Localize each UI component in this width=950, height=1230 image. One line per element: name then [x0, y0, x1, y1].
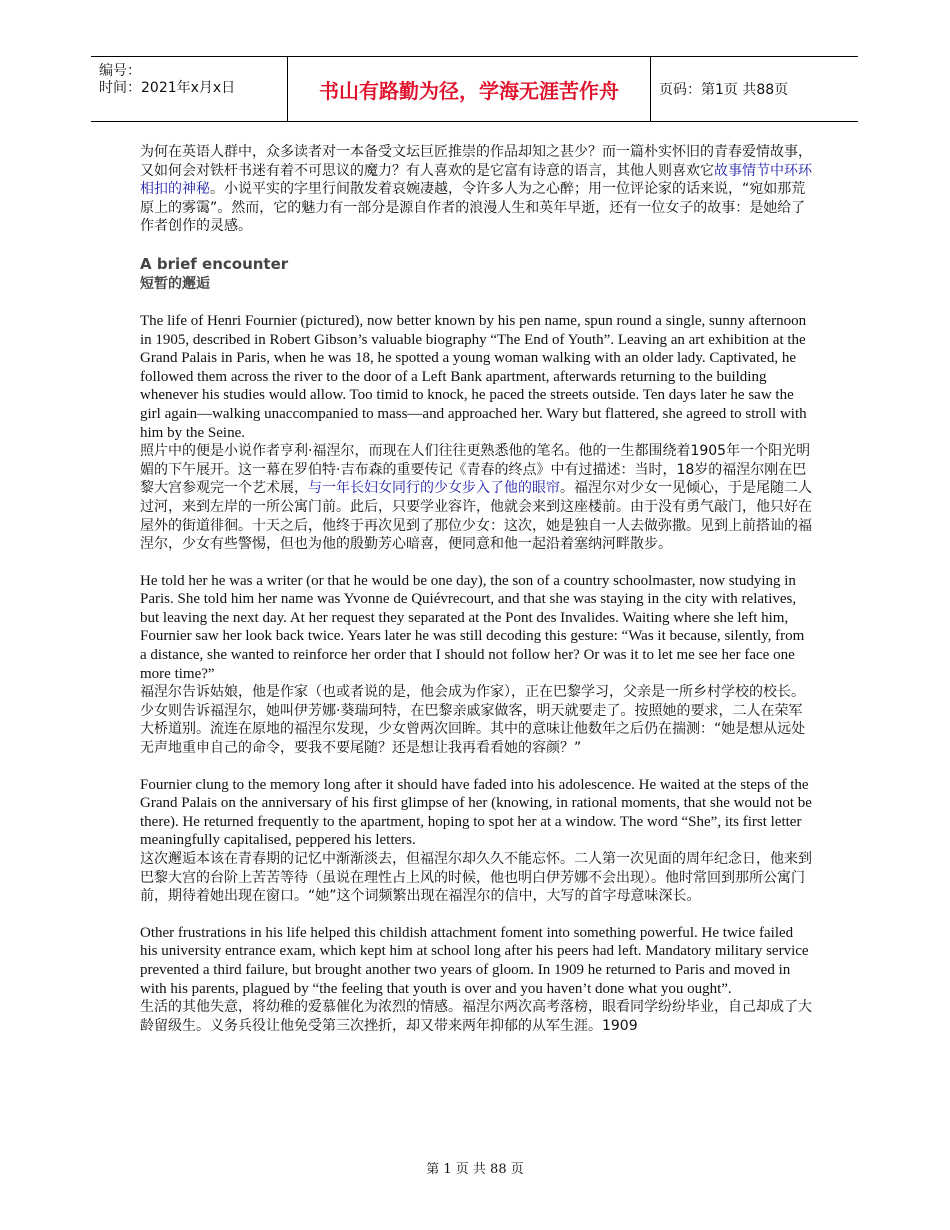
header-meta: [91, 57, 287, 121]
intro-link[interactable]: 故事情节中环环相扣的神秘: [140, 162, 812, 198]
page-header: [91, 56, 858, 122]
intro-text-2: 。小说平实的字里行间散发着哀婉凄越，令许多人为之心醉；用一位评论家的话来说，“宛如那荒原上的雾霭”。然而，它的魅力有一部分是源自作者的浪漫人生和英年早逝，还有一位女子的故事：是她给了作者创作的灵感。: [140, 181, 806, 235]
paragraph-3-english: Fournier clung to the memory long after it should have faded into his adolescence. He waited at the steps of the Grand Palais on the anniversary of his first glimpse of her (knowing, in rational moments, that she would not be there). He returned frequently to the apartment, hoping to spot her at a window. The word “She”, its first letter meaningfully capitalised, peppered his letters.: [140, 776, 812, 849]
paragraph-2-chinese: 福涅尔告诉姑娘，他是作家（也或者说的是，他会成为作家），正在巴黎学习，父亲是一所乡村学校的校长。少女则告诉福涅尔，她叫伊芳娜·葵瑞珂特，在巴黎亲戚家做客，明天就要走了。按照她的要求，二人在荣军大桥道别。流连在原地的福涅尔发现，少女曾两次回眸。其中的意味让他数年之后仍在揣测：“她是想从远处无声地重申自己的命令，要我不要尾随？还是想让我再看看她的容颜？”: [140, 684, 806, 757]
paragraph-1-english: The life of Henri Fournier (pictured), now better known by his pen name, spun round a single, sunny afternoon in 1905, described in Robert Gibson’s valuable biography “The End of Youth”. Leaving an art exhibition at the Grand Palais in Paris, when he was 18, he spotted a young woman walking with an older lady. Captivated, he followed them across the river to the door of a Left Bank apartment, afterwards returning to the building whenever his studies would allow. Too timid to knock, he paced the streets outside. Ten days later he saw the girl again—walking unaccompanied to mass—and approached her. Wary but flattered, she agreed to stroll with him by the Seine.: [140, 312, 807, 441]
paragraph-4-english: Other frustrations in his life helped this childish attachment foment into something powerful. He twice failed his university entrance exam, which kept him at school long after his peers had left. Mandatory military service prevented a third failure, but brought another two years of gloom. In 1909 he returned to Paris and moved in with his parents, plagued by “the feeling that youth is over and you haven’t done what you ought”.: [140, 924, 809, 997]
document-id-label: 编号：: [99, 63, 141, 79]
p1-zh-text-b: 。福涅尔对少女一见倾心，于是尾随二人过河，来到左岸的一所公寓门前。此后，只要学业容许，他就会来到这座楼前。由于没有勇气敲门，他只好在屋外的街道徘徊。十天之后，他终于再次见到了那位少女：这次，她是独自一人去做弥撒。见到上前搭讪的福涅尔，少女有些警惕，但也为他的殷勤芳心暗喜，便同意和他一起沿着塞纳河畔散步。: [140, 480, 812, 553]
document-date-label: 时间：2021年x月x日: [99, 80, 236, 96]
section-title: A brief encounter: [140, 254, 289, 273]
section-subtitle: 短暂的邂逅: [140, 275, 210, 292]
intro-text-1: 为何在英语人群中，众多读者对一本备受文坛巨匠推崇的作品却知之甚少？而一篇朴实怀旧的青春爱情故事，又如何会对铁杆书迷有着不可思议的魔力？有人喜欢的是它富有诗意的语言，其他人则喜欢它: [140, 144, 812, 179]
p1-zh-link[interactable]: 与一年长妇女同行的少女步入了他的眼帘: [308, 480, 560, 497]
paragraph-2-english: He told her he was a writer (or that he would be one day), the son of a country schoolmaster, now studying in Paris. She told him her name was Yvonne de Quiévrecourt, and that she was staying in the city with relatives, but leaving the next day. At her request they separated at the Pont des Invalides. Waiting where she left him, Fournier saw her look back twice. Years later he was still decoding this gesture: “Was it because, silently, from a distance, she wanted to reinforce her order that I should not follow her? Or was it to let me see her face one more time?”: [140, 572, 805, 682]
document-body: [140, 143, 812, 1035]
header-page-number: 页码：第1页 共88页: [659, 82, 789, 98]
intro-paragraph: [140, 143, 812, 236]
page-footer: 第 1 页 共 88 页: [426, 1162, 524, 1177]
paragraph-1-chinese: [140, 442, 812, 554]
paragraph-4-chinese: 生活的其他失意，将幼稚的爱慕催化为浓烈的情感。福涅尔两次高考落榜，眼看同学纷纷毕业，自己却成了大龄留级生。义务兵役让他免受第三次挫折，却又带来两年抑郁的从军生涯。1909: [140, 999, 812, 1034]
p1-zh-text-a: 照片中的便是小说作者亨利·福涅尔，而现在人们往往更熟悉他的笔名。他的一生都围绕着1905年一个阳光明媚的下午展开。这一幕在罗伯特·吉布森的重要传记《青春的终点》中有过描述：当时，18岁的福涅尔刚在巴黎大宫参观完一个艺术展，: [140, 443, 811, 497]
header-motto: 书山有路勤为径，学海无涯苦作舟: [287, 57, 651, 121]
paragraph-3-chinese: 这次邂逅本该在青春期的记忆中渐渐淡去，但福涅尔却久久不能忘怀。二人第一次见面的周年纪念日，他来到巴黎大宫的台阶上苦苦等待（虽说在理性占上风的时候，他也明白伊芳娜不会出现）。他时常回到那所公寓门前，期待着她出现在窗口。“她”这个词频繁出现在福涅尔的信中，大写的首字母意味深长。: [140, 851, 812, 905]
